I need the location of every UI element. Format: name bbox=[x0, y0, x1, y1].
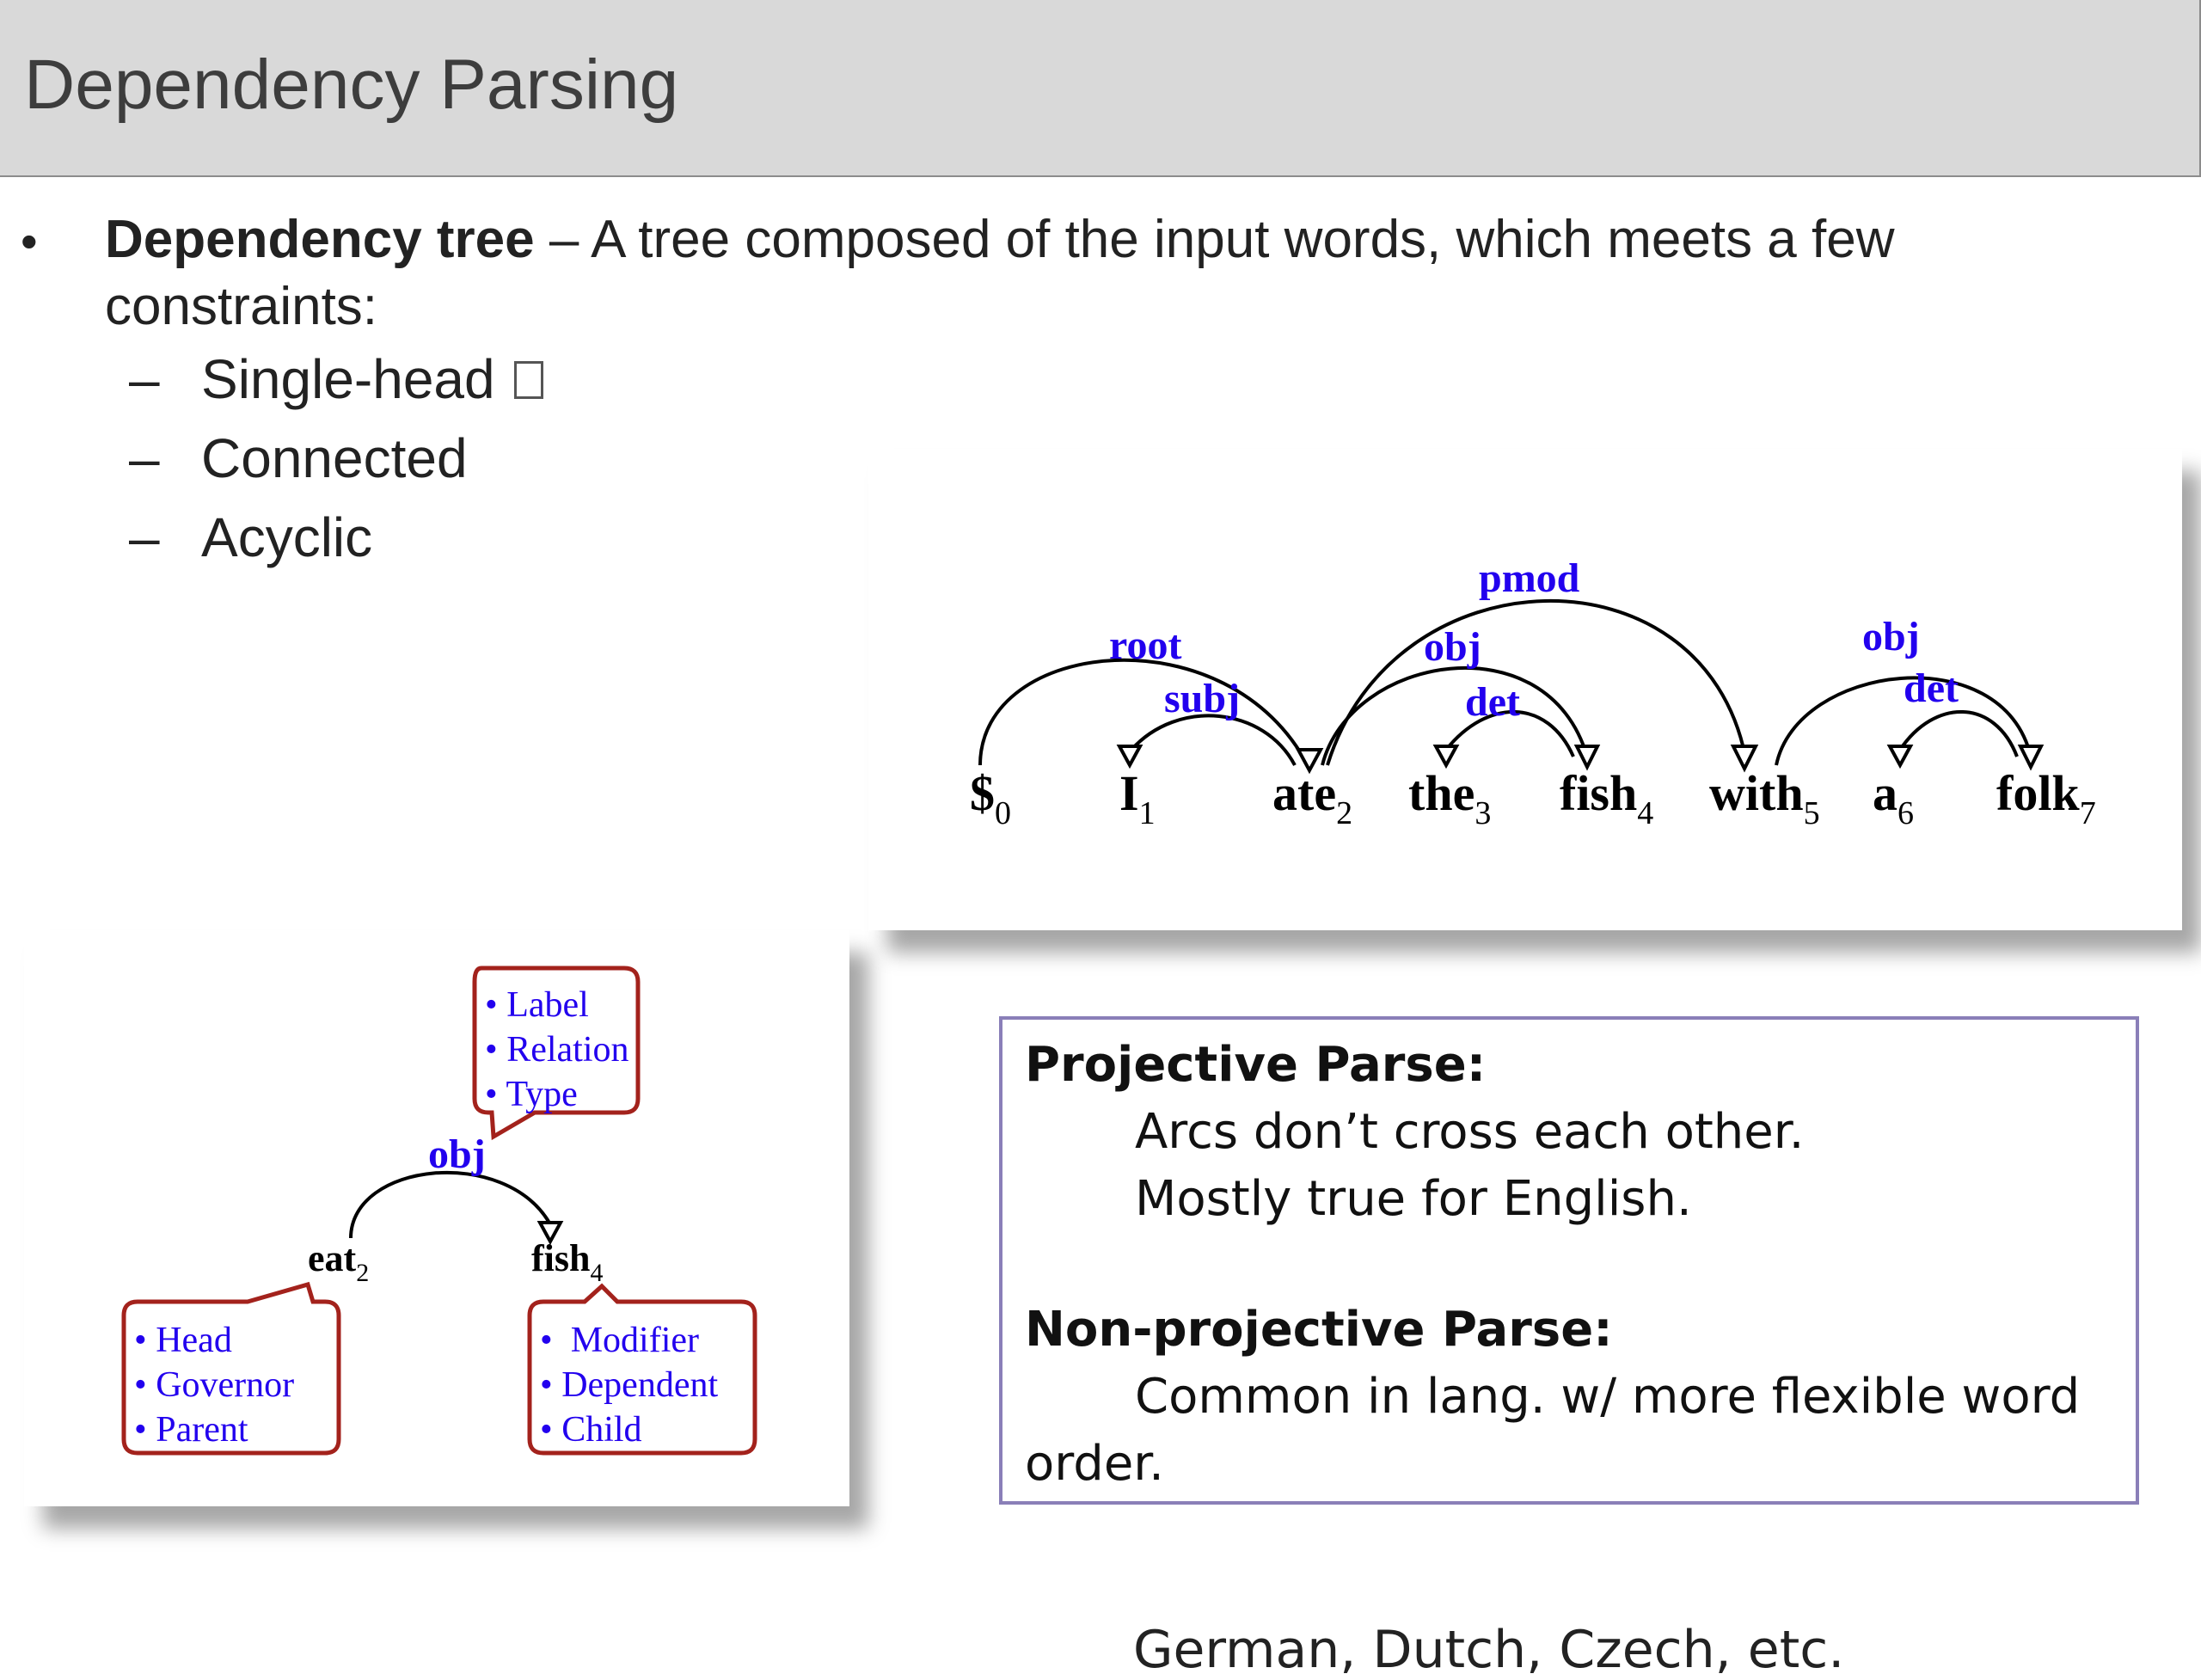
sub-item-acyclic bbox=[129, 506, 372, 569]
bullet-definition: – A tree composed of the input words, which meets a few constraints: bbox=[105, 210, 1895, 336]
arc-det-a bbox=[1900, 712, 2017, 757]
word-token: fish$_4$ bbox=[1560, 765, 1654, 831]
sub-item-single-head bbox=[129, 347, 543, 411]
dash-marker: – bbox=[129, 348, 160, 410]
callout-text: • Type bbox=[485, 1075, 578, 1114]
sub-item-label: Connected bbox=[201, 427, 468, 489]
projective-line: Arcs don’t cross each other. bbox=[1135, 1104, 1805, 1160]
relation-svg bbox=[24, 930, 849, 1506]
bullet-term: Dependency tree bbox=[105, 210, 535, 269]
relation-label: obj bbox=[428, 1131, 486, 1177]
projective-heading: Projective Parse: bbox=[1025, 1037, 1487, 1093]
callout-text: • Dependent bbox=[540, 1365, 719, 1405]
relation-terminology-diagram bbox=[24, 930, 849, 1506]
word-token: $I_1$ bbox=[1119, 765, 1156, 831]
relation-label-subj: subj bbox=[1164, 676, 1241, 721]
nonprojective-heading: Non-projective Parse: bbox=[1025, 1302, 1613, 1358]
dash-marker: – bbox=[129, 506, 160, 568]
relation-arc bbox=[351, 1173, 550, 1238]
sub-item-connected bbox=[129, 426, 468, 490]
missing-glyph-icon bbox=[514, 361, 543, 399]
slide-title: Dependency Parsing bbox=[24, 46, 679, 124]
word-token: with$_5$ bbox=[1709, 765, 1820, 831]
callout-text: • Parent bbox=[134, 1410, 248, 1450]
word-token: the$_3$ bbox=[1408, 765, 1492, 831]
word-token: $\$_0$ bbox=[970, 765, 1011, 831]
callout-text: • Label bbox=[485, 985, 589, 1025]
relation-label-obj: obj bbox=[1862, 614, 1920, 659]
arc-pmod bbox=[1327, 601, 1745, 765]
projectivity-box bbox=[999, 1016, 2139, 1505]
relation-label-obj: obj bbox=[1424, 624, 1481, 670]
dash-marker: – bbox=[129, 427, 160, 489]
callout-text: • Relation bbox=[485, 1030, 629, 1070]
callout-text: • Modifier bbox=[540, 1321, 700, 1360]
arrow-head bbox=[1436, 746, 1456, 765]
bottom-clipped-text: German, Dutch, Czech, etc. bbox=[1133, 1620, 1845, 1680]
sub-item-label: Acyclic bbox=[201, 506, 373, 568]
relation-label-det: det bbox=[1904, 665, 1959, 711]
relation-label-pmod: pmod bbox=[1479, 555, 1580, 601]
callout-text: • Governor bbox=[134, 1365, 295, 1405]
dependent-word: fish$_4$ bbox=[531, 1237, 604, 1287]
sentence-arc-svg bbox=[868, 449, 2182, 930]
word-token: ate$_2$ bbox=[1272, 765, 1353, 831]
word-token: $a_6$ bbox=[1873, 765, 1914, 831]
arc-root bbox=[980, 660, 1309, 767]
head-word: eat$_2$ bbox=[308, 1237, 370, 1287]
callout-text: • Head bbox=[134, 1321, 232, 1360]
arrow-head bbox=[1119, 746, 1140, 765]
bullet-text bbox=[105, 206, 2168, 340]
relation-label-det: det bbox=[1465, 679, 1520, 725]
sentence-dependency-diagram bbox=[868, 449, 2182, 930]
word-token: folk$_7$ bbox=[1996, 765, 2096, 831]
arrow-head bbox=[2020, 746, 2041, 767]
nonprojective-line: Common in lang. w/ more flexible word bbox=[1135, 1369, 2081, 1425]
nonprojective-line: order. bbox=[1025, 1436, 1164, 1492]
projective-line: Mostly true for English. bbox=[1135, 1171, 1692, 1227]
title-bar bbox=[0, 0, 2201, 177]
sub-item-label: Single-head bbox=[201, 348, 495, 410]
relation-label-root: root bbox=[1109, 622, 1182, 668]
arc-subj bbox=[1131, 715, 1295, 765]
arrow-head bbox=[1577, 746, 1597, 767]
arrow-head bbox=[1890, 746, 1910, 765]
callout-text: • Child bbox=[540, 1410, 642, 1450]
bullet-marker: • bbox=[21, 214, 38, 268]
